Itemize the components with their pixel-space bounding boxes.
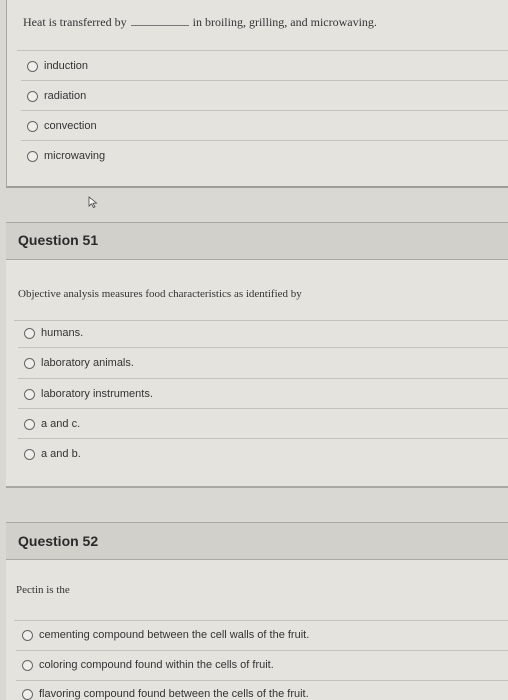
- question-52-header: [6, 522, 508, 560]
- divider: [21, 110, 508, 111]
- divider: [18, 438, 508, 439]
- question-52-body: [6, 560, 508, 700]
- radio-button[interactable]: [24, 389, 35, 400]
- question-50-panel: [6, 0, 508, 188]
- radio-button[interactable]: [24, 419, 35, 430]
- divider: [17, 50, 508, 51]
- question-51-header: [6, 222, 508, 260]
- divider: [14, 320, 508, 321]
- radio-button[interactable]: [22, 630, 33, 641]
- option-humans[interactable]: [24, 327, 83, 339]
- question-52-stem: Pectin is the: [16, 584, 70, 596]
- option-coloring-compound[interactable]: [22, 659, 274, 671]
- option-laboratory-instruments[interactable]: [24, 388, 153, 400]
- option-label: cementing compound between the cell walls of the fruit.: [39, 629, 310, 641]
- option-flavoring-compound[interactable]: [22, 688, 309, 700]
- question-51-title: Question 51: [18, 232, 99, 248]
- fill-in-blank: [131, 15, 189, 26]
- option-label: laboratory instruments.: [41, 388, 153, 400]
- option-label: induction: [44, 60, 89, 72]
- option-label: humans.: [41, 327, 84, 339]
- option-cementing-compound[interactable]: [22, 629, 309, 641]
- option-label: radiation: [44, 90, 87, 102]
- question-50-stem-after: in broiling, grilling, and microwaving.: [192, 15, 377, 29]
- option-a-and-c[interactable]: [24, 418, 80, 430]
- question-51-body: [6, 260, 508, 488]
- option-label: a and c.: [41, 418, 81, 430]
- divider: [21, 80, 508, 81]
- question-50-stem: [23, 15, 377, 30]
- radio-button[interactable]: [27, 91, 38, 102]
- option-a-and-b[interactable]: [24, 448, 81, 460]
- question-50-stem-before: Heat is transferred by: [23, 15, 127, 29]
- divider: [18, 347, 508, 348]
- option-label: microwaving: [44, 150, 106, 162]
- option-induction[interactable]: [27, 60, 88, 72]
- radio-button[interactable]: [24, 358, 35, 369]
- option-laboratory-animals[interactable]: [24, 357, 134, 369]
- divider: [18, 378, 508, 379]
- question-51-stem: Objective analysis measures food characteristics as identified by: [18, 288, 302, 300]
- divider: [16, 650, 508, 651]
- option-convection[interactable]: [27, 120, 97, 132]
- option-label: flavoring compound found between the cells of the fruit.: [39, 688, 309, 700]
- option-label: coloring compound found within the cells of fruit.: [39, 659, 274, 671]
- radio-button[interactable]: [27, 151, 38, 162]
- divider: [16, 680, 508, 681]
- option-microwaving[interactable]: [27, 150, 105, 162]
- mouse-pointer-icon: [88, 196, 98, 208]
- question-52-title: Question 52: [18, 533, 99, 549]
- divider: [18, 408, 508, 409]
- radio-button[interactable]: [27, 121, 38, 132]
- radio-button[interactable]: [22, 660, 33, 671]
- radio-button[interactable]: [24, 328, 35, 339]
- radio-button[interactable]: [24, 449, 35, 460]
- divider: [14, 620, 508, 621]
- option-label: laboratory animals.: [41, 357, 134, 369]
- option-radiation[interactable]: [27, 90, 86, 102]
- radio-button[interactable]: [22, 689, 33, 700]
- option-label: convection: [44, 120, 97, 132]
- option-label: a and b.: [41, 448, 81, 460]
- radio-button[interactable]: [27, 61, 38, 72]
- divider: [21, 140, 508, 141]
